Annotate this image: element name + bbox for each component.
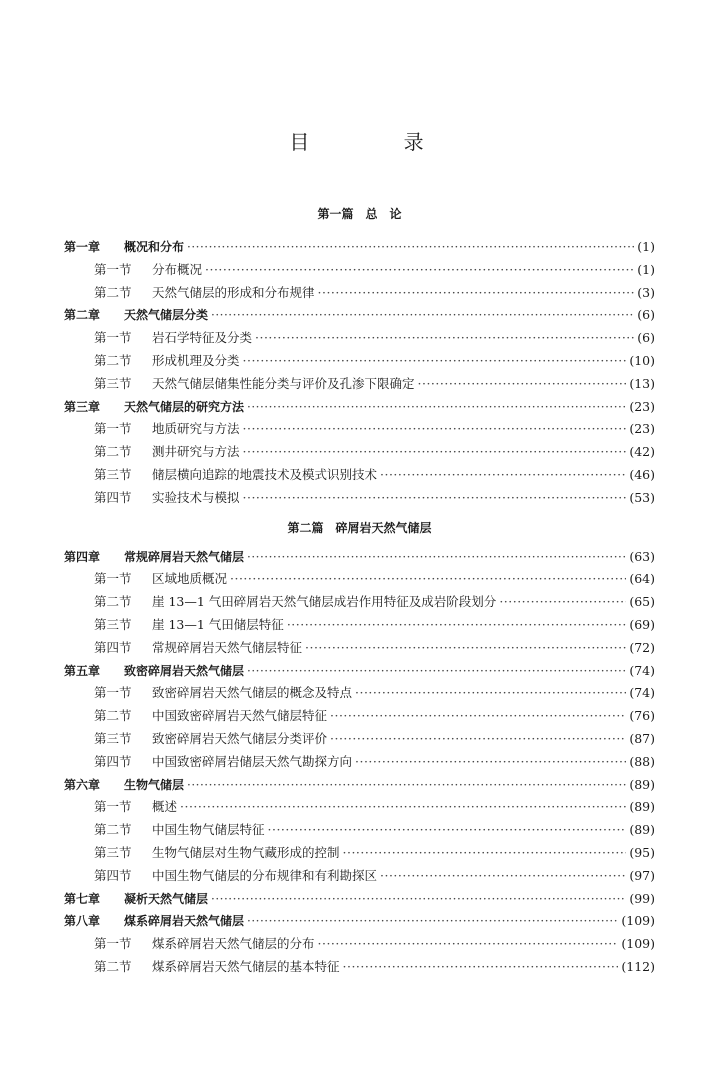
dot-leader: [268, 819, 627, 842]
toc-chapter-entry: [64, 774, 655, 797]
entry-number: 第四章: [64, 549, 101, 564]
dot-leader: [330, 728, 626, 751]
toc-section-entry: [64, 282, 655, 305]
dot-leader: [287, 614, 627, 637]
entry-page: (13): [629, 375, 655, 391]
toc-section-entry: [64, 842, 655, 865]
toc-chapter-entry: [64, 660, 655, 683]
toc-section-entry: [64, 728, 655, 751]
dot-leader: [355, 682, 626, 705]
toc-section-entry: [64, 682, 655, 705]
toc-section-entry: [64, 568, 655, 591]
entry-page: (88): [629, 753, 655, 769]
entry-page: (23): [629, 421, 655, 437]
dot-leader: [380, 464, 626, 487]
entry-page: (87): [629, 730, 655, 746]
entry-number: 第二节: [94, 284, 132, 300]
dot-leader: [330, 705, 626, 728]
entry-number: 第七章: [64, 891, 101, 906]
entry-number: 第四节: [94, 639, 132, 655]
entry-number: 第五章: [64, 663, 101, 678]
dot-leader: [243, 487, 627, 510]
dot-leader: [355, 751, 626, 774]
entry-title: 岩石学特征及分类: [152, 330, 253, 346]
toc-section-entry: [64, 350, 655, 373]
entry-page: (1): [637, 239, 655, 254]
entry-page: (74): [629, 685, 655, 701]
entry-number: 第三章: [64, 399, 101, 414]
page-title: 目 录: [289, 130, 468, 154]
dot-leader: [180, 796, 626, 819]
dot-leader: [247, 396, 626, 419]
entry-page: (46): [629, 466, 655, 482]
entry-number: 第一节: [94, 799, 132, 815]
dot-leader: [305, 637, 626, 660]
dot-leader: [211, 304, 634, 327]
entry-page: (109): [621, 936, 655, 952]
entry-page: (53): [629, 489, 655, 505]
toc-section-entry: [64, 796, 655, 819]
toc-section-entry: [64, 865, 655, 888]
toc-chapter-entry: [64, 396, 655, 419]
toc-section-entry: [64, 327, 655, 350]
entry-title: 中国致密碎屑岩天然气储层特征: [152, 708, 328, 724]
entry-page: (23): [629, 398, 655, 414]
part-heading: 第二篇 碎屑岩天然气储层: [287, 520, 432, 535]
entry-page: (89): [629, 799, 655, 815]
toc-chapter-entry: [64, 910, 655, 933]
dot-leader: [380, 865, 626, 888]
entry-title: 煤系碎屑岩天然气储层的基本特征: [152, 958, 340, 974]
toc-section-entry: [64, 956, 655, 979]
entry-title: 形成机理及分类: [152, 352, 240, 368]
entry-page: (99): [629, 890, 655, 906]
toc-section-entry: [64, 373, 655, 396]
entry-page: (112): [621, 958, 655, 974]
entry-page: (10): [629, 352, 655, 368]
entry-number: 第三节: [94, 466, 132, 482]
toc-section-entry: [64, 259, 655, 282]
table-of-contents: [64, 197, 655, 979]
dot-leader: [318, 933, 619, 956]
entry-number: 第二节: [94, 594, 132, 610]
entry-title: 天然气储层储集性能分类与评价及孔渗下限确定: [152, 375, 415, 391]
dot-leader: [247, 910, 618, 933]
entry-number: 第二节: [94, 444, 132, 460]
entry-number: 第二节: [94, 352, 132, 368]
entry-page: (64): [629, 571, 655, 587]
entry-title: 中国生物气储层的分布规律和有利勘探区: [152, 867, 378, 883]
entry-page: (89): [629, 776, 655, 792]
dot-leader: [187, 774, 626, 797]
entry-title: 中国致密碎屑岩储层天然气勘探方向: [152, 753, 353, 769]
dot-leader: [247, 660, 626, 683]
entry-number: 第一节: [94, 330, 132, 346]
entry-number: 第二章: [64, 308, 101, 323]
dot-leader: [187, 236, 634, 259]
entry-page: (3): [637, 284, 655, 300]
dot-leader: [343, 842, 627, 865]
entry-page: (74): [629, 662, 655, 678]
entry-title: 中国生物气储层特征: [152, 822, 265, 838]
entry-title: 常规碎屑岩天然气储层: [124, 549, 245, 564]
part-entries: [64, 546, 655, 979]
dot-leader: [247, 546, 626, 569]
dot-leader: [243, 350, 627, 373]
entry-title: 致密碎屑岩天然气储层的概念及特点: [152, 685, 353, 701]
toc-section-entry: [64, 705, 655, 728]
entry-page: (72): [629, 639, 655, 655]
toc-section-entry: [64, 933, 655, 956]
dot-leader: [211, 888, 626, 911]
entry-number: 第六章: [64, 777, 101, 792]
toc-section-entry: [64, 591, 655, 614]
dot-leader: [243, 441, 627, 464]
entry-number: 第二节: [94, 708, 132, 724]
toc-chapter-entry: [64, 236, 655, 259]
toc-chapter-entry: [64, 546, 655, 569]
entry-number: 第三节: [94, 616, 132, 632]
entry-page: (63): [629, 548, 655, 564]
entry-number: 第一节: [94, 571, 132, 587]
entry-number: 第二节: [94, 958, 132, 974]
entry-number: 第一章: [64, 240, 101, 254]
entry-title: 区域地质概况: [152, 571, 228, 587]
entry-title: 天然气储层的形成和分布规律: [152, 284, 315, 300]
part-entries: [64, 236, 655, 510]
toc-section-entry: [64, 751, 655, 774]
toc-section-entry: [64, 819, 655, 842]
entry-number: 第一节: [94, 261, 132, 277]
toc-section-entry: [64, 614, 655, 637]
entry-title: 生物气储层对生物气藏形成的控制: [152, 844, 340, 860]
entry-title: 概况和分布: [124, 240, 185, 254]
entry-number: 第四节: [94, 753, 132, 769]
entry-page: (69): [629, 616, 655, 632]
entry-page: (97): [629, 867, 655, 883]
entry-title: 崖 13—1 气田碎屑岩天然气储层成岩作用特征及成岩阶段划分: [152, 594, 497, 610]
entry-number: 第二节: [94, 822, 132, 838]
entry-number: 第三节: [94, 844, 132, 860]
entry-title: 崖 13—1 气田储层特征: [152, 616, 284, 632]
entry-title: 致密碎屑岩天然气储层分类评价: [152, 730, 328, 746]
dot-leader: [418, 373, 627, 396]
entry-title: 地质研究与方法: [152, 421, 240, 437]
toc-section-entry: [64, 464, 655, 487]
entry-title: 常规碎屑岩天然气储层特征: [152, 639, 303, 655]
entry-number: 第三节: [94, 375, 132, 391]
entry-title: 煤系碎屑岩天然气储层的分布: [152, 936, 315, 952]
entry-title: 天然气储层分类: [124, 308, 209, 323]
entry-title: 储层横向追踪的地震技术及模式识别技术: [152, 466, 378, 482]
entry-number: 第一节: [94, 936, 132, 952]
entry-title: 实验技术与模拟: [152, 489, 240, 505]
entry-title: 煤系碎屑岩天然气储层: [124, 914, 245, 929]
entry-page: (6): [637, 330, 655, 346]
entry-page: (109): [621, 913, 655, 929]
entry-title: 天然气储层的研究方法: [124, 399, 245, 414]
entry-title: 凝析天然气储层: [124, 891, 209, 906]
toc-section-entry: [64, 487, 655, 510]
entry-number: 第一节: [94, 685, 132, 701]
entry-number: 第四节: [94, 489, 132, 505]
entry-title: 生物气储层: [124, 777, 185, 792]
entry-page: (65): [629, 594, 655, 610]
entry-title: 概述: [152, 799, 178, 815]
entry-number: 第一节: [94, 421, 132, 437]
entry-number: 第四节: [94, 867, 132, 883]
toc-chapter-entry: [64, 304, 655, 327]
dot-leader: [230, 568, 626, 591]
entry-page: (42): [629, 444, 655, 460]
part-heading: 第一篇 总 论: [317, 207, 402, 221]
toc-chapter-entry: [64, 888, 655, 911]
dot-leader: [243, 418, 627, 441]
dot-leader: [499, 591, 626, 614]
entry-title: 分布概况: [152, 261, 203, 277]
dot-leader: [343, 956, 619, 979]
dot-leader: [318, 282, 635, 305]
entry-page: (1): [637, 261, 655, 277]
toc-section-entry: [64, 637, 655, 660]
entry-page: (6): [637, 307, 655, 323]
entry-number: 第三节: [94, 730, 132, 746]
dot-leader: [205, 259, 634, 282]
toc-section-entry: [64, 418, 655, 441]
entry-title: 测井研究与方法: [152, 444, 240, 460]
entry-page: (95): [629, 844, 655, 860]
dot-leader: [255, 327, 634, 350]
entry-page: (76): [629, 708, 655, 724]
entry-title: 致密碎屑岩天然气储层: [124, 663, 245, 678]
toc-section-entry: [64, 441, 655, 464]
entry-page: (89): [629, 822, 655, 838]
entry-number: 第八章: [64, 914, 101, 929]
